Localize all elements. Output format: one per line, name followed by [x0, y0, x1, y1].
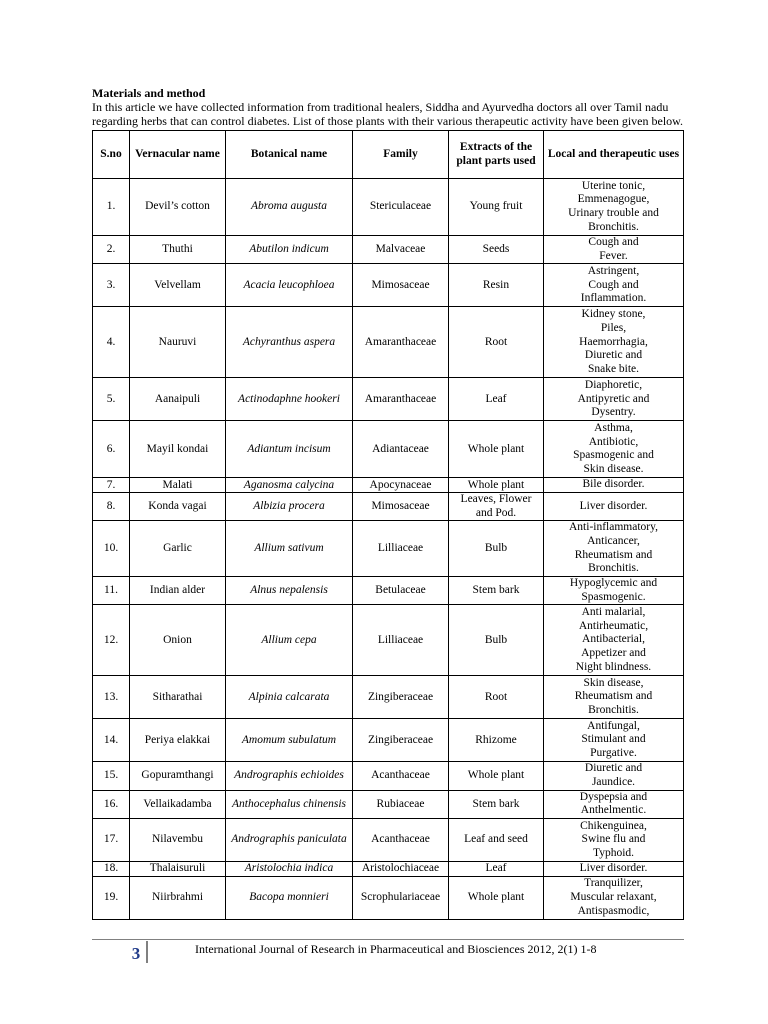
uses-line: Rheumatism and: [574, 548, 653, 561]
cell-uses: [544, 862, 684, 877]
cell-botanical-name: Aristolochia indica: [226, 862, 353, 877]
footer-divider: [92, 939, 684, 940]
cell-plant-part: Stem bark: [449, 576, 544, 604]
uses-line: Diuretic and: [584, 349, 643, 362]
uses-line: Cough and: [588, 236, 639, 248]
uses-line: Anthelmentic.: [580, 804, 647, 817]
cell-plant-part: Root: [449, 307, 544, 378]
journal-citation: International Journal of Research in Pharmaceutical and Biosciences 2012, 2(1) 1-8: [195, 942, 597, 956]
table-row: [93, 179, 684, 236]
cell-sno: 6.: [93, 421, 130, 478]
uses-line: Cough and: [588, 278, 639, 291]
uses-line: Haemorrhagia,: [579, 335, 648, 348]
cell-botanical-name: Aganosma calycina: [226, 478, 353, 493]
cell-family: Adiantaceae: [353, 421, 449, 478]
cell-family: Rubiaceae: [353, 790, 449, 818]
cell-sno: 4.: [93, 307, 130, 378]
uses-line: Antipyretic and: [577, 392, 650, 405]
table-row: [93, 819, 684, 862]
uses-line: Spasmogenic.: [581, 590, 646, 603]
cell-uses: [544, 264, 684, 307]
table-row: [93, 421, 684, 478]
header-sno: S.no: [93, 131, 130, 179]
cell-vernacular-name: Sitharathai: [130, 676, 226, 719]
table-row: [93, 762, 684, 790]
cell-botanical-name: Bacopa monnieri: [226, 876, 353, 919]
uses-line: Liver disorder.: [579, 499, 648, 512]
cell-botanical-name: Amomum subulatum: [226, 719, 353, 762]
cell-family: Mimosaceae: [353, 264, 449, 307]
table-row: [93, 493, 684, 521]
cell-botanical-name: Alnus nepalensis: [226, 576, 353, 604]
cell-plant-part: Leaf: [449, 862, 544, 877]
cell-uses: [544, 719, 684, 762]
cell-uses: [544, 378, 684, 421]
header-uses: Local and therapeutic uses: [544, 131, 684, 179]
uses-line: Fever.: [599, 249, 628, 262]
cell-plant-part: Leaf: [449, 378, 544, 421]
cell-sno: 18.: [93, 862, 130, 877]
table-row: [93, 236, 684, 264]
cell-uses: [544, 576, 684, 604]
cell-family: Acanthaceae: [353, 762, 449, 790]
uses-line: Inflammation.: [580, 292, 647, 305]
uses-line: Purgative.: [590, 747, 637, 760]
cell-plant-part: Whole plant: [449, 478, 544, 493]
cell-uses: [544, 676, 684, 719]
uses-line: Bronchitis.: [588, 220, 639, 233]
cell-uses: [544, 819, 684, 862]
cell-sno: 15.: [93, 762, 130, 790]
uses-line: Diaphoretic,: [584, 378, 643, 391]
uses-line: Diuretic and: [584, 762, 643, 775]
cell-botanical-name: Andrographis paniculata: [226, 819, 353, 862]
cell-uses: [544, 493, 684, 521]
uses-line: Muscular relaxant,: [570, 890, 657, 903]
table-row: [93, 676, 684, 719]
uses-line: Dyspepsia and: [579, 790, 648, 803]
table-row: [93, 478, 684, 493]
cell-uses: [544, 478, 684, 493]
table-row: [93, 378, 684, 421]
cell-vernacular-name: Malati: [130, 478, 226, 493]
page-number-bar: [146, 941, 148, 963]
cell-sno: 14.: [93, 719, 130, 762]
cell-family: Amaranthaceae: [353, 307, 449, 378]
cell-uses: [544, 605, 684, 676]
uses-line: Asthma,: [594, 422, 633, 434]
cell-vernacular-name: Niirbrahmi: [130, 876, 226, 919]
cell-vernacular-name: Gopuramthangi: [130, 762, 226, 790]
uses-line: Antirheumatic,: [578, 619, 649, 632]
cell-vernacular-name: Mayil kondai: [130, 421, 226, 478]
cell-sno: 16.: [93, 790, 130, 818]
cell-plant-part: Rhizome: [449, 719, 544, 762]
cell-plant-part: Young fruit: [449, 179, 544, 236]
uses-line: Hypoglycemic and: [569, 576, 658, 589]
intro-line: In this article we have collected information from traditional healers, Siddha and Ayurvedha doctors all over Tamil nadu: [92, 100, 669, 114]
cell-family: Acanthaceae: [353, 819, 449, 862]
uses-line: Kidney stone,: [581, 308, 646, 321]
cell-botanical-name: Acacia leucophloea: [226, 264, 353, 307]
cell-uses: [544, 876, 684, 919]
cell-botanical-name: Allium cepa: [226, 605, 353, 676]
cell-sno: 3.: [93, 264, 130, 307]
cell-vernacular-name: Aanaipuli: [130, 378, 226, 421]
uses-line: Typhoid.: [592, 846, 635, 859]
table-row: [93, 719, 684, 762]
header-family: Family: [353, 131, 449, 179]
cell-sno: 11.: [93, 576, 130, 604]
table-header-row: [93, 131, 684, 179]
table-row: [93, 264, 684, 307]
cell-family: Betulaceae: [353, 576, 449, 604]
uses-line: Emmenagogue,: [577, 193, 650, 206]
cell-botanical-name: Abutilon indicum: [226, 236, 353, 264]
header-vernacular-name: Vernacular name: [130, 131, 226, 179]
header-plant-parts: Extracts of the plant parts used: [449, 131, 544, 179]
table-row: [93, 521, 684, 577]
cell-family: Aristolochiaceae: [353, 862, 449, 877]
cell-vernacular-name: Nilavembu: [130, 819, 226, 862]
cell-sno: 10.: [93, 521, 130, 577]
table-row: [93, 307, 684, 378]
cell-plant-part: Seeds: [449, 236, 544, 264]
uses-line: Antispasmodic,: [577, 904, 650, 917]
uses-line: Rheumatism and: [574, 690, 653, 703]
cell-vernacular-name: Thalaisuruli: [130, 862, 226, 877]
uses-line: Dysentry.: [591, 406, 636, 419]
cell-uses: [544, 179, 684, 236]
uses-line: Skin disease.: [583, 463, 644, 476]
cell-plant-part: Whole plant: [449, 762, 544, 790]
uses-line: Antifungal,: [587, 719, 640, 732]
cell-sno: 13.: [93, 676, 130, 719]
cell-plant-part: Stem bark: [449, 790, 544, 818]
uses-line: Snake bite.: [587, 362, 640, 375]
uses-line: Astringent,: [587, 264, 640, 277]
uses-line: Stimulant and: [581, 733, 646, 746]
cell-vernacular-name: Periya elakkai: [130, 719, 226, 762]
uses-line: Bile disorder.: [582, 478, 645, 491]
uses-line: Bronchitis.: [588, 562, 639, 575]
uses-line: Tranquilizer,: [584, 877, 643, 890]
cell-family: Mimosaceae: [353, 493, 449, 521]
cell-sno: 17.: [93, 819, 130, 862]
cell-vernacular-name: Vellaikadamba: [130, 790, 226, 818]
cell-sno: 1.: [93, 179, 130, 236]
cell-uses: [544, 790, 684, 818]
intro-paragraph: [92, 100, 684, 128]
cell-botanical-name: Allium sativum: [226, 521, 353, 577]
cell-vernacular-name: Konda vagai: [130, 493, 226, 521]
page-number: 3: [131, 944, 141, 963]
cell-plant-part: Root: [449, 676, 544, 719]
uses-line: Urinary trouble and: [568, 207, 659, 219]
table-row: [93, 605, 684, 676]
table-row: [93, 862, 684, 877]
uses-line: Night blindness.: [575, 660, 652, 673]
cell-botanical-name: Abroma augusta: [226, 179, 353, 236]
cell-vernacular-name: Devil’s cotton: [130, 179, 226, 236]
table-row: [93, 790, 684, 818]
uses-line: Jaundice.: [591, 776, 636, 789]
cell-botanical-name: Achyranthus aspera: [226, 307, 353, 378]
section-title: Materials and method: [92, 86, 206, 100]
cell-family: Amaranthaceae: [353, 378, 449, 421]
header-botanical-name: Botanical name: [226, 131, 353, 179]
cell-uses: [544, 521, 684, 577]
cell-vernacular-name: Onion: [130, 605, 226, 676]
uses-line: Antibiotic,: [588, 435, 639, 448]
cell-family: Zingiberaceae: [353, 676, 449, 719]
cell-sno: 5.: [93, 378, 130, 421]
cell-plant-part: Leaves, Flower and Pod.: [449, 493, 544, 521]
cell-plant-part: Leaf and seed: [449, 819, 544, 862]
cell-uses: [544, 421, 684, 478]
cell-plant-part: Bulb: [449, 605, 544, 676]
uses-line: Appetizer and: [581, 647, 646, 660]
cell-plant-part: Whole plant: [449, 876, 544, 919]
cell-family: Scrophulariaceae: [353, 876, 449, 919]
uses-line: Skin disease,: [583, 676, 644, 689]
uses-line: Anti-inflammatory,: [569, 521, 658, 534]
cell-uses: [544, 762, 684, 790]
cell-vernacular-name: Velvellam: [130, 264, 226, 307]
cell-uses: [544, 307, 684, 378]
cell-sno: 19.: [93, 876, 130, 919]
cell-botanical-name: Albizia procera: [226, 493, 353, 521]
cell-sno: 8.: [93, 493, 130, 521]
cell-plant-part: Bulb: [449, 521, 544, 577]
uses-line: Anticancer,: [587, 534, 640, 547]
uses-line: Uterine tonic,: [581, 179, 646, 192]
cell-vernacular-name: Garlic: [130, 521, 226, 577]
cell-family: Lilliaceae: [353, 605, 449, 676]
uses-line: Swine flu and: [581, 833, 646, 846]
uses-line: Chikenguinea,: [580, 819, 647, 832]
cell-family: Stericulaceae: [353, 179, 449, 236]
table-row: [93, 576, 684, 604]
cell-sno: 12.: [93, 605, 130, 676]
cell-botanical-name: Actinodaphne hookeri: [226, 378, 353, 421]
cell-family: Zingiberaceae: [353, 719, 449, 762]
uses-line: Spasmogenic and: [573, 449, 654, 462]
plants-table: [92, 130, 684, 920]
cell-botanical-name: Anthocephalus chinensis: [226, 790, 353, 818]
cell-botanical-name: Alpinia calcarata: [226, 676, 353, 719]
uses-line: Antibacterial,: [582, 633, 645, 646]
uses-line: Bronchitis.: [588, 704, 639, 717]
uses-line: Liver disorder.: [579, 862, 648, 875]
intro-line: regarding herbs that can control diabetes. List of those plants with their various therapeutic activity have been given below.: [92, 114, 684, 128]
cell-vernacular-name: Thuthi: [130, 236, 226, 264]
cell-sno: 7.: [93, 478, 130, 493]
cell-vernacular-name: Indian alder: [130, 576, 226, 604]
cell-family: Malvaceae: [353, 236, 449, 264]
cell-botanical-name: Andrographis echioides: [226, 762, 353, 790]
cell-vernacular-name: Nauruvi: [130, 307, 226, 378]
cell-uses: [544, 236, 684, 264]
cell-sno: 2.: [93, 236, 130, 264]
cell-family: Apocynaceae: [353, 478, 449, 493]
cell-family: Lilliaceae: [353, 521, 449, 577]
table-row: [93, 876, 684, 919]
uses-line: Piles,: [600, 321, 627, 334]
cell-plant-part: Resin: [449, 264, 544, 307]
cell-botanical-name: Adiantum incisum: [226, 421, 353, 478]
cell-plant-part: Whole plant: [449, 421, 544, 478]
uses-line: Anti malarial,: [581, 606, 646, 619]
